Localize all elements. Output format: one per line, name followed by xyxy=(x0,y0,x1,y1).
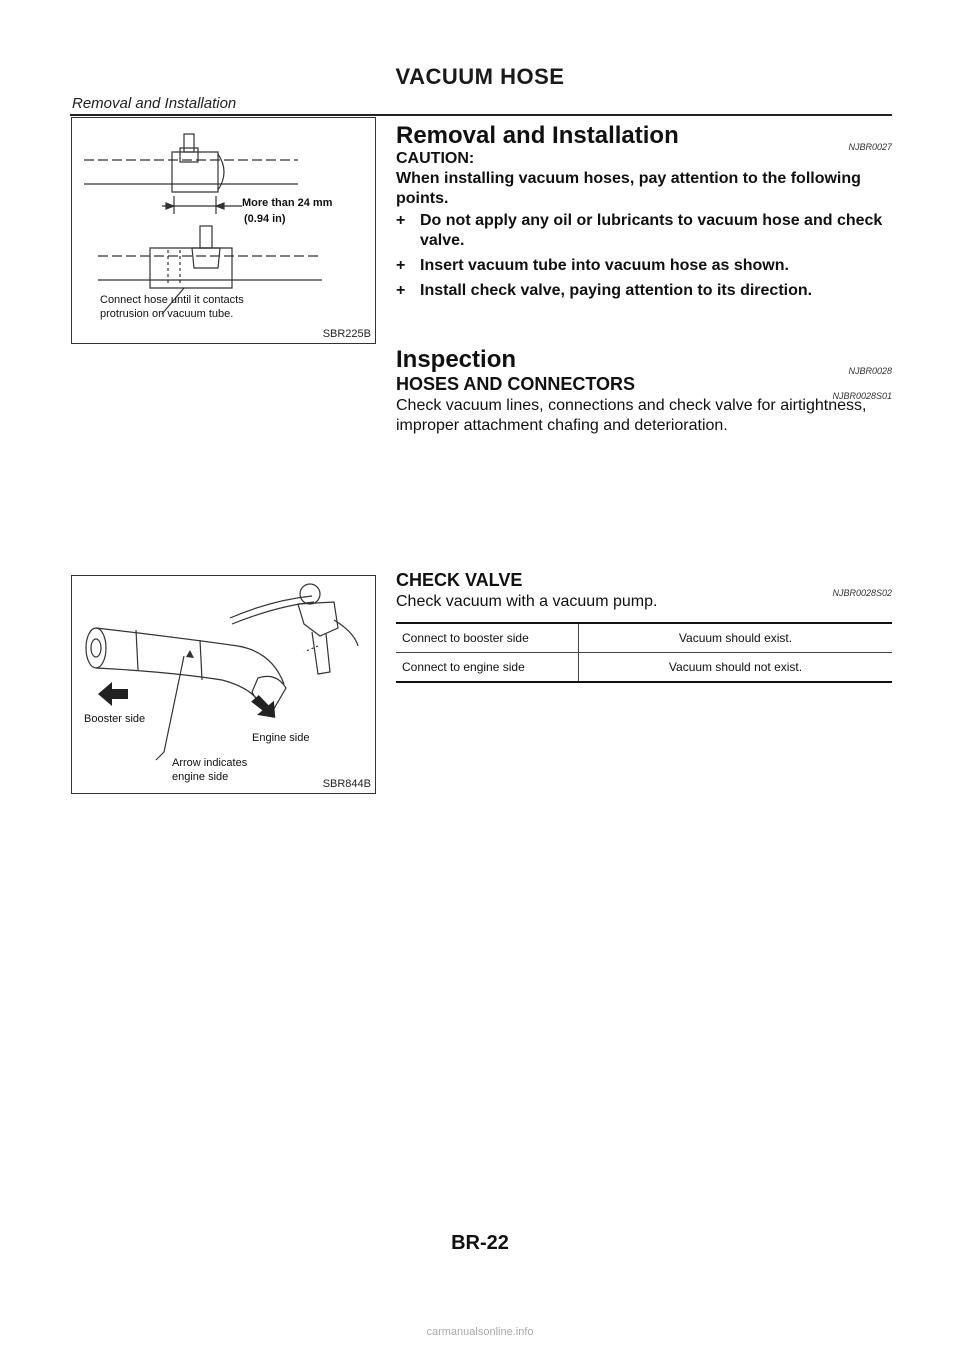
table-cell-result: Vacuum should exist. xyxy=(678,631,793,645)
section-code-removal: NJBR0027 xyxy=(848,142,892,152)
table-row xyxy=(396,623,892,653)
caution-label: CAUTION: xyxy=(396,150,475,167)
figure1-code: SBR225B xyxy=(322,328,371,340)
fig1-label-connect-line2: protrusion on vacuum tube. xyxy=(100,308,234,320)
table-cell-condition: Connect to booster side xyxy=(396,623,579,653)
check-valve-text: Check vacuum with a vacuum pump. xyxy=(396,593,658,610)
section-code-inspection: NJBR0028 xyxy=(848,366,892,376)
section-heading-inspection: Inspection xyxy=(396,346,517,373)
fig2-label-arrow-line2: engine side xyxy=(172,771,229,783)
bullet-item xyxy=(396,211,893,251)
watermark: carmanualsonline.info xyxy=(426,1326,534,1338)
bullet-marker: + xyxy=(396,282,406,299)
figure2-code: SBR844B xyxy=(322,778,371,790)
inspection-text: Check vacuum lines, connections and check valve for airtightness, improper attachment chafing and deterioration. xyxy=(396,397,867,434)
caution-text: When installing vacuum hoses, pay attention to the following points. xyxy=(396,170,861,207)
hose-insertion-diagram xyxy=(72,118,375,343)
bullet-item xyxy=(396,281,893,301)
bullet-item xyxy=(396,256,893,276)
figure-sbr225b xyxy=(71,117,376,344)
bullet-marker: + xyxy=(396,257,406,274)
page-header-subtitle: Removal and Installation xyxy=(72,95,237,112)
subsection-heading-check-valve: CHECK VALVE xyxy=(396,570,523,590)
subsection-code-check-valve: NJBR0028S02 xyxy=(832,588,892,598)
fig1-label-connect-line1: Connect hose until it contacts xyxy=(100,294,244,306)
table-cell-result: Vacuum should not exist. xyxy=(668,660,803,674)
page-header-title: VACUUM HOSE xyxy=(395,64,565,89)
check-valve-diagram xyxy=(72,576,375,793)
subsection-heading-hoses: HOSES AND CONNECTORS xyxy=(396,374,636,394)
fig2-label-booster: Booster side xyxy=(84,713,146,725)
table-cell-condition: Connect to engine side xyxy=(396,653,579,683)
check-valve-table xyxy=(396,622,892,683)
bullet-marker: + xyxy=(396,212,406,229)
section-heading-removal: Removal and Installation xyxy=(396,122,679,149)
fig1-label-inches: (0.94 in) xyxy=(244,213,286,225)
subsection-code-hoses: NJBR0028S01 xyxy=(832,391,892,401)
header-divider xyxy=(70,114,892,116)
fig2-label-arrow-line1: Arrow indicates xyxy=(172,757,248,769)
table-row xyxy=(396,653,892,683)
caution-bullet-list xyxy=(396,211,893,301)
fig1-label-more-than: More than 24 mm xyxy=(242,197,333,209)
fig2-label-engine: Engine side xyxy=(252,732,310,744)
bullet-text: Insert vacuum tube into vacuum hose as shown. xyxy=(420,257,789,274)
bullet-text: Do not apply any oil or lubricants to vacuum hose and check valve. xyxy=(420,212,883,249)
bullet-text: Install check valve, paying attention to its direction. xyxy=(420,282,813,299)
figure-sbr844b xyxy=(71,575,376,794)
page-number: BR-22 xyxy=(451,1232,509,1254)
